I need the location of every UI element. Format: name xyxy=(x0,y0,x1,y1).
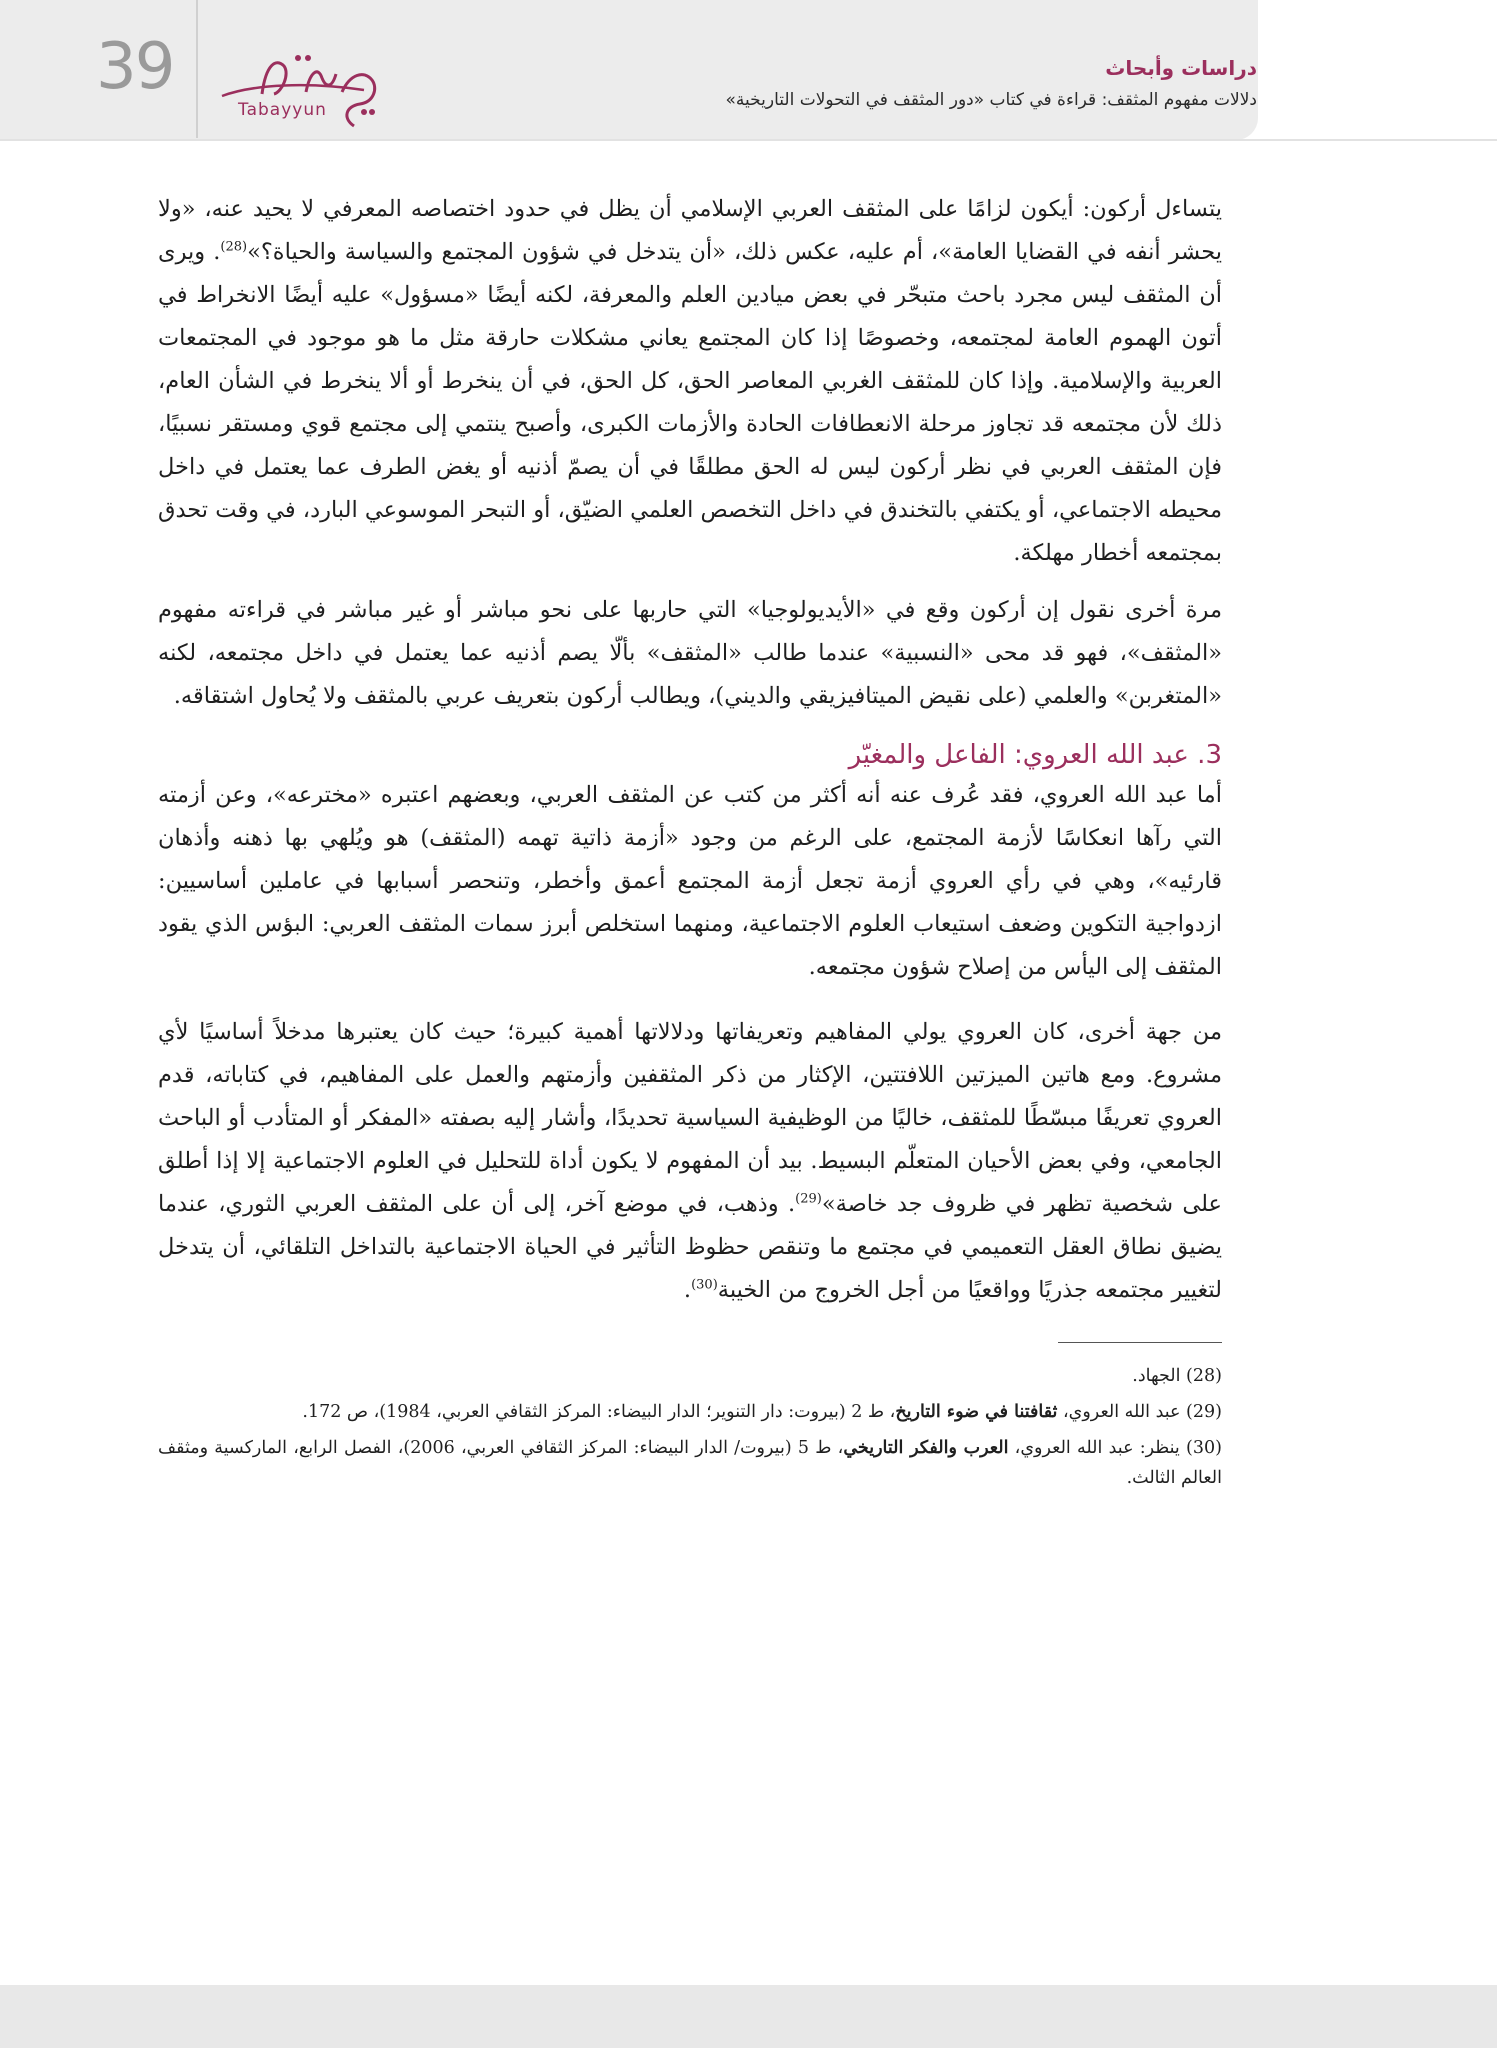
running-title: دلالات مفهوم المثقف: قراءة في كتاب «دور المثقف في التحولات التاريخية» xyxy=(725,90,1257,110)
footnote-30-title: العرب والفكر التاريخي xyxy=(843,1438,1009,1458)
footnote-28: (28) الجهاد. xyxy=(1132,1366,1222,1386)
footnote-separator xyxy=(1058,1342,1222,1343)
paragraph-1 xyxy=(158,188,1222,575)
paragraph-3: أما عبد الله العروي، فقد عُرف عنه أنه أكثر من كتب عن المثقف العربي، وبعضهم اعتبره «مخترعه»، وعن أزمته التي رآها انعكاسًا لأزمة المجتمع، على الرغم من وجود «أزمة ذاتية تهمه (المثقف) هو ويُلهي بها ذهنه وأذهان قارئيه»، وهي في رأي العروي أزمة تجعل أزمة المجتمع أعمق وأخطر، وتنحصر أسبابها في عاملين أساسيين: ازدواجية التكوين وضعف استيعاب العلوم الاجتماعية، ومنهما استخلص أبرز سمات المثقف العربي: البؤس الذي يقود المثقف إلى اليأس من إصلاح شؤون مجتمعه. xyxy=(158,782,1222,980)
header-divider xyxy=(0,139,1497,141)
footnote-ref-29[interactable]: (29) xyxy=(795,1191,822,1207)
footnote-30-details: ، ط 5 (بيروت/ الدار البيضاء: المركز الثقافي العربي، 2006)، الفصل الرابع، الماركسية ومثقف العالم الثالث. xyxy=(158,1438,1222,1488)
footnote-29 xyxy=(158,1397,1222,1427)
paragraph-2: مرة أخرى نقول إن أركون وقع في «الأيديولوجيا» التي حاربها على نحو مباشر أو غير مباشر في قراءته مفهوم «المثقف»، فهو قد محى «النسبية» عندما طالب «المثقف» بألّا يصم أذنيه عما يعتمل في داخل مجتمعه، لكنه «المتغربن» والعلمي (على نقيض الميتافيزيقي والديني)، ويطالب أركون بتعريف عربي بالمثقف ولا يُحاول اشتقاقه. xyxy=(158,597,1222,709)
header-band xyxy=(0,0,1258,140)
article-body xyxy=(158,188,1222,1499)
footnote-30 xyxy=(158,1433,1222,1493)
paragraph-1-text-b: . ويرى أن المثقف ليس مجرد باحث متبحّر في بعض ميادين العلم والمعرفة، لكنه أيضًا «مسؤول» عليه أيضًا الانخراط في أتون الهموم العامة لمجتمعه، وخصوصًا إذا كان المجتمع يعاني مشكلات حارقة مثل ما هو موجود في المجتمعات العربية والإسلامية. وإذا كان للمثقف الغربي المعاصر الحق، كل الحق، في أن ينخرط أو ألا ينخرط في الشأن العام، ذلك لأن مجتمعه قد تجاوز مرحلة الانعطافات الحادة والأزمات الكبرى، وأصبح ينتمي إلى مجتمع قوي ومستقر نسبيًا، فإن المثقف العربي في نظر أركون ليس له الحق مطلقًا في أن يصمّ أذنيه أو يغض الطرف عما يعتمل في داخل محيطه الاجتماعي، أو يكتفي بالتخندق في داخل التخصص العلمي الضيّق، أو التبحر الموسوعي البارد، في وقت تحدق بمجتمعه أخطار مهلكة. xyxy=(158,239,1222,566)
page-number-separator xyxy=(196,0,198,138)
paragraph-4-text-a: من جهة أخرى، كان العروي يولي المفاهيم وتعريفاتها ودلالاتها أهمية كبيرة؛ حيث كان يعتبرها مدخلاً أساسيًا لأي مشروع. ومع هاتين الميزتين اللافتتين، الإكثار من ذكر المثقفين وأزمتهم والعمل على المفاهيم، في كتاباته، قدم العروي تعريفًا مبسّطًا للمثقف، خاليًا من الوظيفية السياسية تحديدًا، وأشار إليه بصفته «المفكر أو المتأدب أو الباحث الجامعي، وفي بعض الأحيان المتعلّم البسيط. بيد أن المفهوم لا يكون أداة للتحليل في العلوم الاجتماعية إلا إذا أطلق على شخصية تظهر في ظروف جد خاصة» xyxy=(158,1019,1223,1217)
footnote-29-title: ثقافتنا في ضوء التاريخ xyxy=(895,1402,1058,1422)
footnote-ref-28[interactable]: (28) xyxy=(220,239,248,255)
page-number: 39 xyxy=(96,30,174,104)
footer-band xyxy=(0,1985,1497,2048)
paragraph-4-text-b: . وذهب، في موضع آخر، إلى أن على المثقف العربي الثوري، عندما يضيق نطاق العقل التعميمي في مجتمع ما وتنقص حظوظ التأثير في الحياة الاجتماعية بالتداخل التلقائي، أن يتدخل لتغيير مجتمعه جذريًا وواقعيًا من أجل الخروج من الخيبة xyxy=(158,1191,1222,1303)
paragraph-4-text-c: . xyxy=(683,1277,692,1303)
footnote-ref-30[interactable]: (30) xyxy=(691,1277,718,1293)
section-heading: 3. عبد الله العروي: الفاعل والمغيّر xyxy=(848,740,1222,770)
section-label: دراسات وأبحاث xyxy=(1105,56,1257,80)
paragraph-4 xyxy=(158,1011,1222,1312)
footnote-29-details: ، ط 2 (بيروت: دار التنوير؛ الدار البيضاء: المركز الثقافي العربي، 1984)، ص 172. xyxy=(302,1402,896,1422)
footnote-29-author: (29) عبد الله العروي، xyxy=(1057,1402,1222,1422)
paragraph-1-text-a: يتساءل أركون: أيكون لزامًا على المثقف العربي الإسلامي أن يظل في حدود اختصاصه المعرفي لا يحيد عنه، «ولا يحشر أنفه في القضايا العامة»، أم عليه، عكس ذلك، «أن يتدخل في شؤون المجتمع والسياسة والحياة؟» xyxy=(158,196,1223,265)
footnote-30-author: (30) ينظر: عبد الله العروي، xyxy=(1008,1438,1222,1458)
logo-wordmark: Tabayyun xyxy=(238,100,327,120)
tabayyun-logo-icon xyxy=(214,44,394,134)
